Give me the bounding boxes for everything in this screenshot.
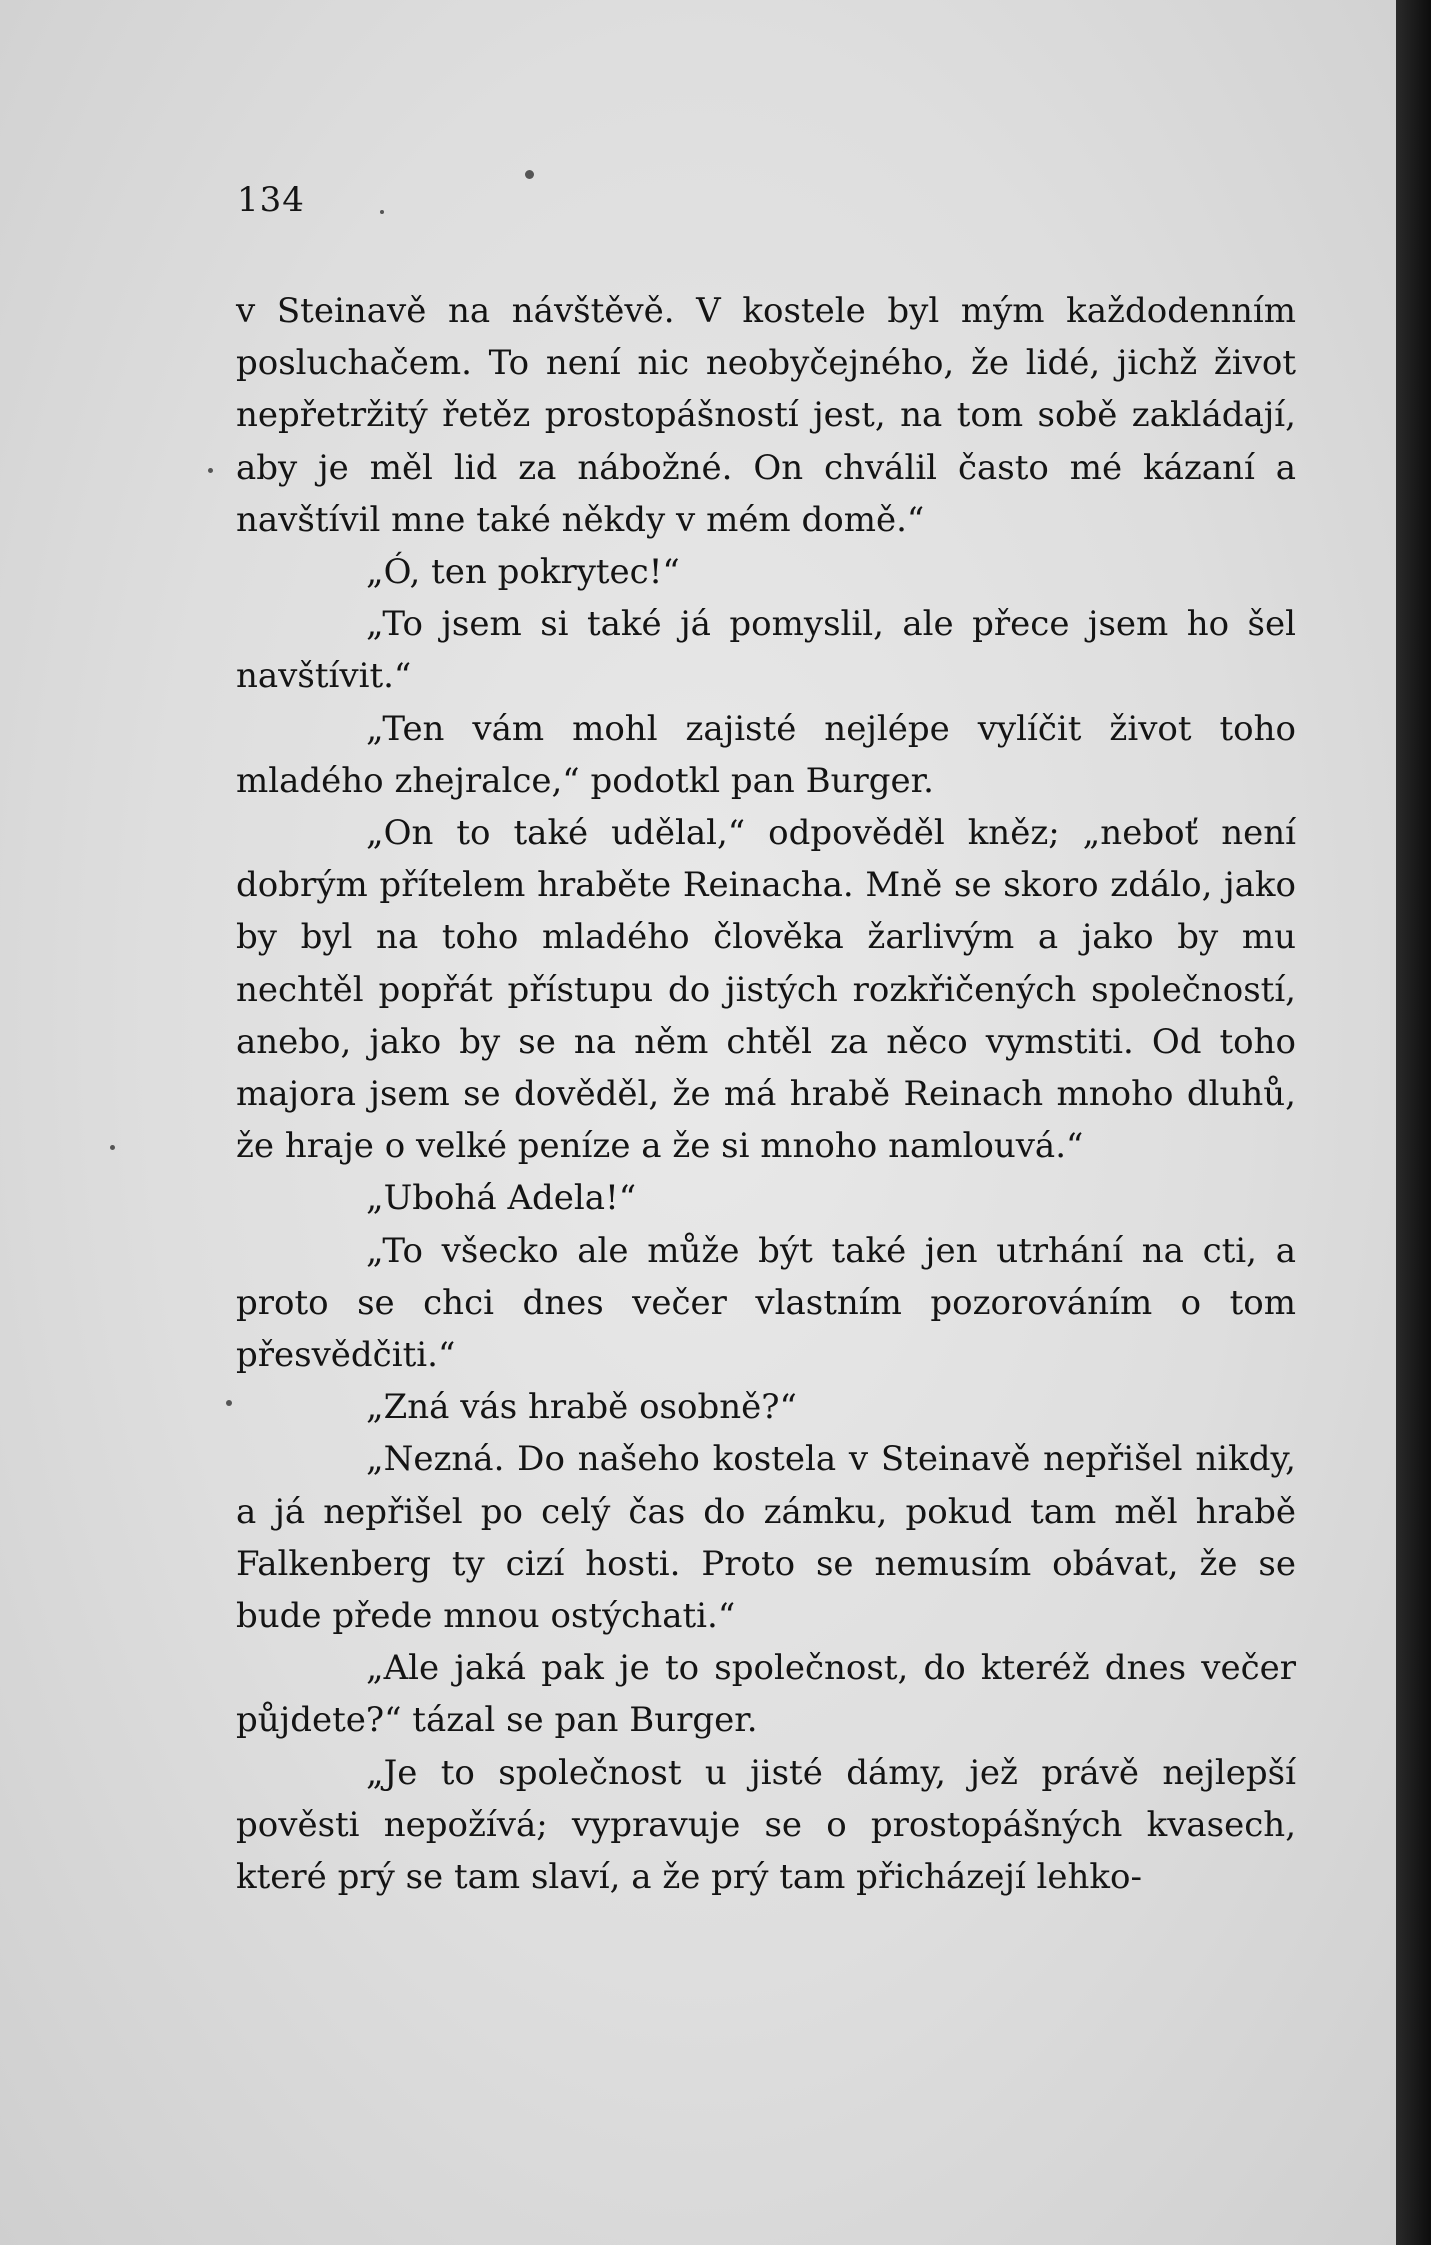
body-text (236, 285, 1296, 1903)
paragraph: v Steinavě na návštěvě. V kostele byl mým každodenním posluchačem. To není nic neobyčejného, že lidé, jichž život nepřetržitý řetěz prostopášností jest, na tom sobě zakládají, aby je měl lid za nábožné. On chválil často mé kázaní a navštívil mne také někdy v mém domě.“ (236, 291, 1296, 540)
page-edge-shadow (1396, 0, 1431, 2245)
page-number: 134 (237, 180, 305, 220)
ink-speck (380, 210, 384, 214)
paragraph: „Ó, ten pokrytec!“ (366, 552, 680, 593)
paragraph: „Ale jaká pak je to společnost, do kteréž dnes večer půjdete?“ tázal se pan Burger. (236, 1648, 1296, 1741)
ink-speck (226, 1400, 232, 1406)
paragraph: „Ubohá Adela!“ (366, 1178, 637, 1219)
paragraph: „On to také udělal,“ odpověděl kněz; „neboť není dobrým přítelem hraběte Reinacha. Mně se skoro zdálo, jako by byl na toho mladého člověka žarlivým a jako by mu nechtěl popřát přístupu do jistých rozkřičených společností, anebo, jako by se na něm chtěl za něco vymstiti. Od toho majora jsem se dověděl, že má hrabě Reinach mnoho dluhů, že hraje o velké peníze a že si mnoho namlouvá.“ (236, 813, 1296, 1167)
ink-speck (525, 170, 534, 179)
paragraph: „Je to společnost u jisté dámy, jež právě nejlepší pověsti nepožívá; vypravuje se o prostopášných kvasech, které prý se tam slaví, a že prý tam přicházejí lehko- (236, 1752, 1296, 1898)
paragraph: „Ten vám mohl zajisté nejlépe vylíčit život toho mladého zhejralce,“ podotkl pan Burger. (236, 708, 1296, 801)
paragraph: „To všecko ale může být také jen utrhání na cti, a proto se chci dnes večer vlastním pozorováním o tom přesvědčiti.“ (236, 1230, 1296, 1376)
paragraph: „Nezná. Do našeho kostela v Steinavě nepřišel nikdy, a já nepřišel po celý čas do zámku, pokud tam měl hrabě Falkenberg ty cizí hosti. Proto se nemusím obávat, že se bude přede mnou ostýchati.“ (236, 1439, 1296, 1637)
ink-speck (208, 468, 213, 473)
ink-speck (110, 1145, 115, 1150)
paragraph: „Zná vás hrabě osobně?“ (366, 1387, 797, 1428)
paragraph: „To jsem si také já pomyslil, ale přece jsem ho šel navštívit.“ (236, 604, 1296, 697)
